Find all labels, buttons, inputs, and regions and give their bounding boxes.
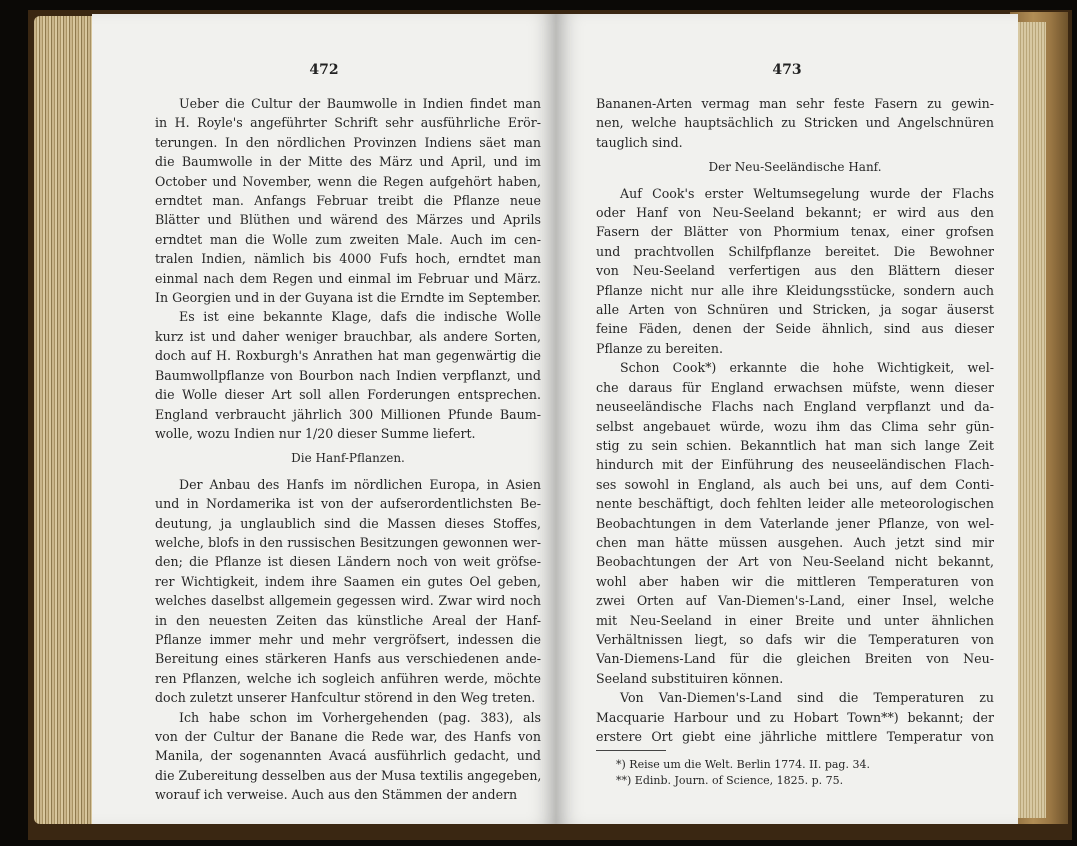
text-line: wohl aber haben wir die mittleren Temperaturen von [596,573,994,589]
text-line: nente beschäftigt, doch fehlten leider alle meteorologischen [596,496,994,512]
text-line: Es ist eine bekannte Klage, dafs die indische Wolle [179,309,541,325]
text-line: kurz ist und daher weniger brauchbar, als andere Sorten, [155,328,541,344]
text-line: Auf Cook's erster Weltumsegelung wurde der Flachs [620,185,994,201]
text-line: mit Neu-Seeland in einer Breite und unter ähnlichen [596,612,994,628]
text-line: Der Anbau des Hanfs im nördlichen Europa, in Asien [179,476,541,492]
text-line: che daraus für England erwachsen müfste, wenn dieser [596,379,994,395]
text-line: In Georgien und in der Guyana ist die Erndte im September. [155,290,541,306]
text-line: deutung, ja unglaublich sind die Massen dieses Stoffes, [155,515,541,531]
text-line: Von Van-Diemen's-Land sind die Temperaturen zu [620,690,994,706]
text-line: einmal nach dem Regen und einmal im Februar und März. [155,270,541,286]
text-line: die Wolle dieser Art soll allen Forderungen entsprechen. [155,387,541,403]
text-line: ren Pflanzen, welche ich sogleich anführen werde, möchte [155,670,541,686]
text-line: alle Arten von Schnüren und Stricken, ja sogar äuserst [596,302,994,318]
text-line: stig zu sein schien. Bekanntlich hat man sich lange Zeit [596,437,994,453]
text-line: Pflanze nicht nur alle ihre Kleidungsstücke, sondern auch [596,282,994,298]
text-line: von Neu-Seeland verfertigen aus den Blättern dieser [596,263,994,279]
text-line: welche, blofs in den russischen Besitzungen gewonnen wer- [155,534,541,550]
text-line: neuseeländische Flachs nach England verpflanzt und da- [596,399,994,415]
text-line: Beobachtungen in dem Vaterlande jener Pflanze, von wel- [596,515,994,531]
text-line: October und November, wenn die Regen aufgehört haben, [155,173,541,189]
text-line: erstere Ort giebt eine jährliche mittlere Temperatur von [596,729,994,744]
left-page [92,14,556,824]
text-line: tralen Indien, nämlich bis 4000 Fufs hoch, erndtet man [155,251,541,267]
text-line: Verhältnissen liegt, so dafs wir die Temperaturen von [596,631,994,647]
text-line: chen man hätte müssen ausgehen. Auch jetzt sind mir [596,534,994,550]
text-line: in den neuesten Zeiten das künstliche Areal der Hanf- [155,612,541,628]
text-line: wolle, wozu Indien nur 1/20 dieser Summe liefert. [155,425,476,441]
text-line: Pflanze immer mehr und mehr vergröfsert, indessen die [155,631,541,647]
text-line: Blätter und Blüthen und wärend des Märzes und Aprils [155,212,541,228]
text-line: doch auf H. Roxburgh's Anrathen hat man gegenwärtig die [155,348,541,364]
page-number: 472 [309,62,339,78]
text-line: in H. Royle's angeführter Schrift sehr ausführliche Erör- [155,115,541,131]
text-line: Schon Cook*) erkannte die hohe Wichtigkeit, wel- [620,360,994,376]
text-line: selbst angebauet würde, wozu ihm das Clima sehr gün- [596,418,994,434]
text-line: Ueber die Cultur der Baumwolle in Indien findet man [179,96,541,111]
text-line: Fasern der Blätter von Phormium tenax, einer grofsen [596,224,994,240]
page-text [155,94,541,805]
text-line: Van-Diemens-Land für die gleichen Breiten von Neu- [596,651,994,667]
page-text [596,94,994,789]
text-line: rer Wichtigkeit, indem ihre Saamen ein gutes Oel geben, [155,573,541,589]
text-line: Bananen-Arten vermag man sehr feste Fasern zu gewin- [596,96,994,111]
footnote-rule [596,750,666,751]
text-line: Seeland substituiren können. [596,670,784,686]
text-line: erndtet man die Wolle zum zweiten Male. Auch im cen- [155,231,541,247]
text-line: hindurch mit der Einführung des neuseeländischen Flach- [596,457,994,473]
text-line: England verbraucht jährlich 300 Millionen Pfunde Baum- [155,406,541,422]
text-line: feine Fäden, denen der Seide ähnlich, sind aus dieser [596,321,994,337]
text-line: Pflanze zu bereiten. [596,340,723,356]
text-line: erndtet man. Anfangs Februar treibt die Pflanze neue [155,193,541,209]
text-line: Manila, der sogenannten Avacá ausführlich gedacht, und [155,748,541,764]
text-line: worauf ich verweise. Auch aus den Stämmen der andern [155,787,518,803]
page-edges-left [34,16,92,824]
text-line: den; die Pflanze ist diesen Ländern noch von weit gröfse- [155,554,541,570]
text-line: von der Cultur der Banane die Rede war, des Hanfs von [155,729,541,744]
text-line: und in Nordamerika ist von der aufserordentlichsten Be- [155,496,541,512]
footnote: *) Reise um die Welt. Berlin 1774. II. pag. 34. [616,758,870,772]
page-edges-right [1018,22,1046,818]
section-heading: Die Hanf-Pflanzen. [291,451,405,466]
text-line: terungen. In den nördlichen Provinzen Indiens säet man [155,134,541,150]
text-line: zwei Orten auf Van-Diemen's-Land, einer Insel, welche [596,593,994,609]
right-page [556,14,1018,824]
text-line: oder Hanf von Neu-Seeland bekannt; er wird aus den [596,205,994,221]
text-line: die Baumwolle in der Mitte des März und April, und im [155,154,541,170]
text-line: Baumwollpflanze von Bourbon nach Indien verpflanzt, und [155,367,541,383]
text-line: doch zuletzt unserer Hanfcultur störend in den Weg treten. [155,690,536,706]
section-heading: Der Neu-Seeländische Hanf. [708,160,882,175]
footnote: **) Edinb. Journ. of Science, 1825. p. 75. [616,774,844,788]
text-line: und prachtvollen Schilfpflanze bereitet. Die Bewohner [596,243,994,259]
text-line: Bereitung eines stärkeren Hanfs aus verschiedenen ande- [155,651,541,667]
text-line: Ich habe schon im Vorhergehenden (pag. 383), als [179,709,541,725]
text-line: ses sowohl in England, als auch bei uns, auf dem Conti- [596,476,994,492]
text-line: Beobachtungen der Art von Neu-Seeland nicht bekannt, [596,554,994,570]
text-line: die Zubereitung desselben aus der Musa textilis angegeben, [155,767,541,783]
text-line: tauglich sind. [596,134,683,150]
page-number: 473 [772,62,802,78]
text-line: Macquarie Harbour und zu Hobart Town**) bekannt; der [596,709,994,725]
text-line: welches daselbst allgemein gegessen wird. Zwar wird noch [155,593,541,609]
text-line: nen, welche hauptsächlich zu Stricken und Angelschnüren [596,115,994,131]
